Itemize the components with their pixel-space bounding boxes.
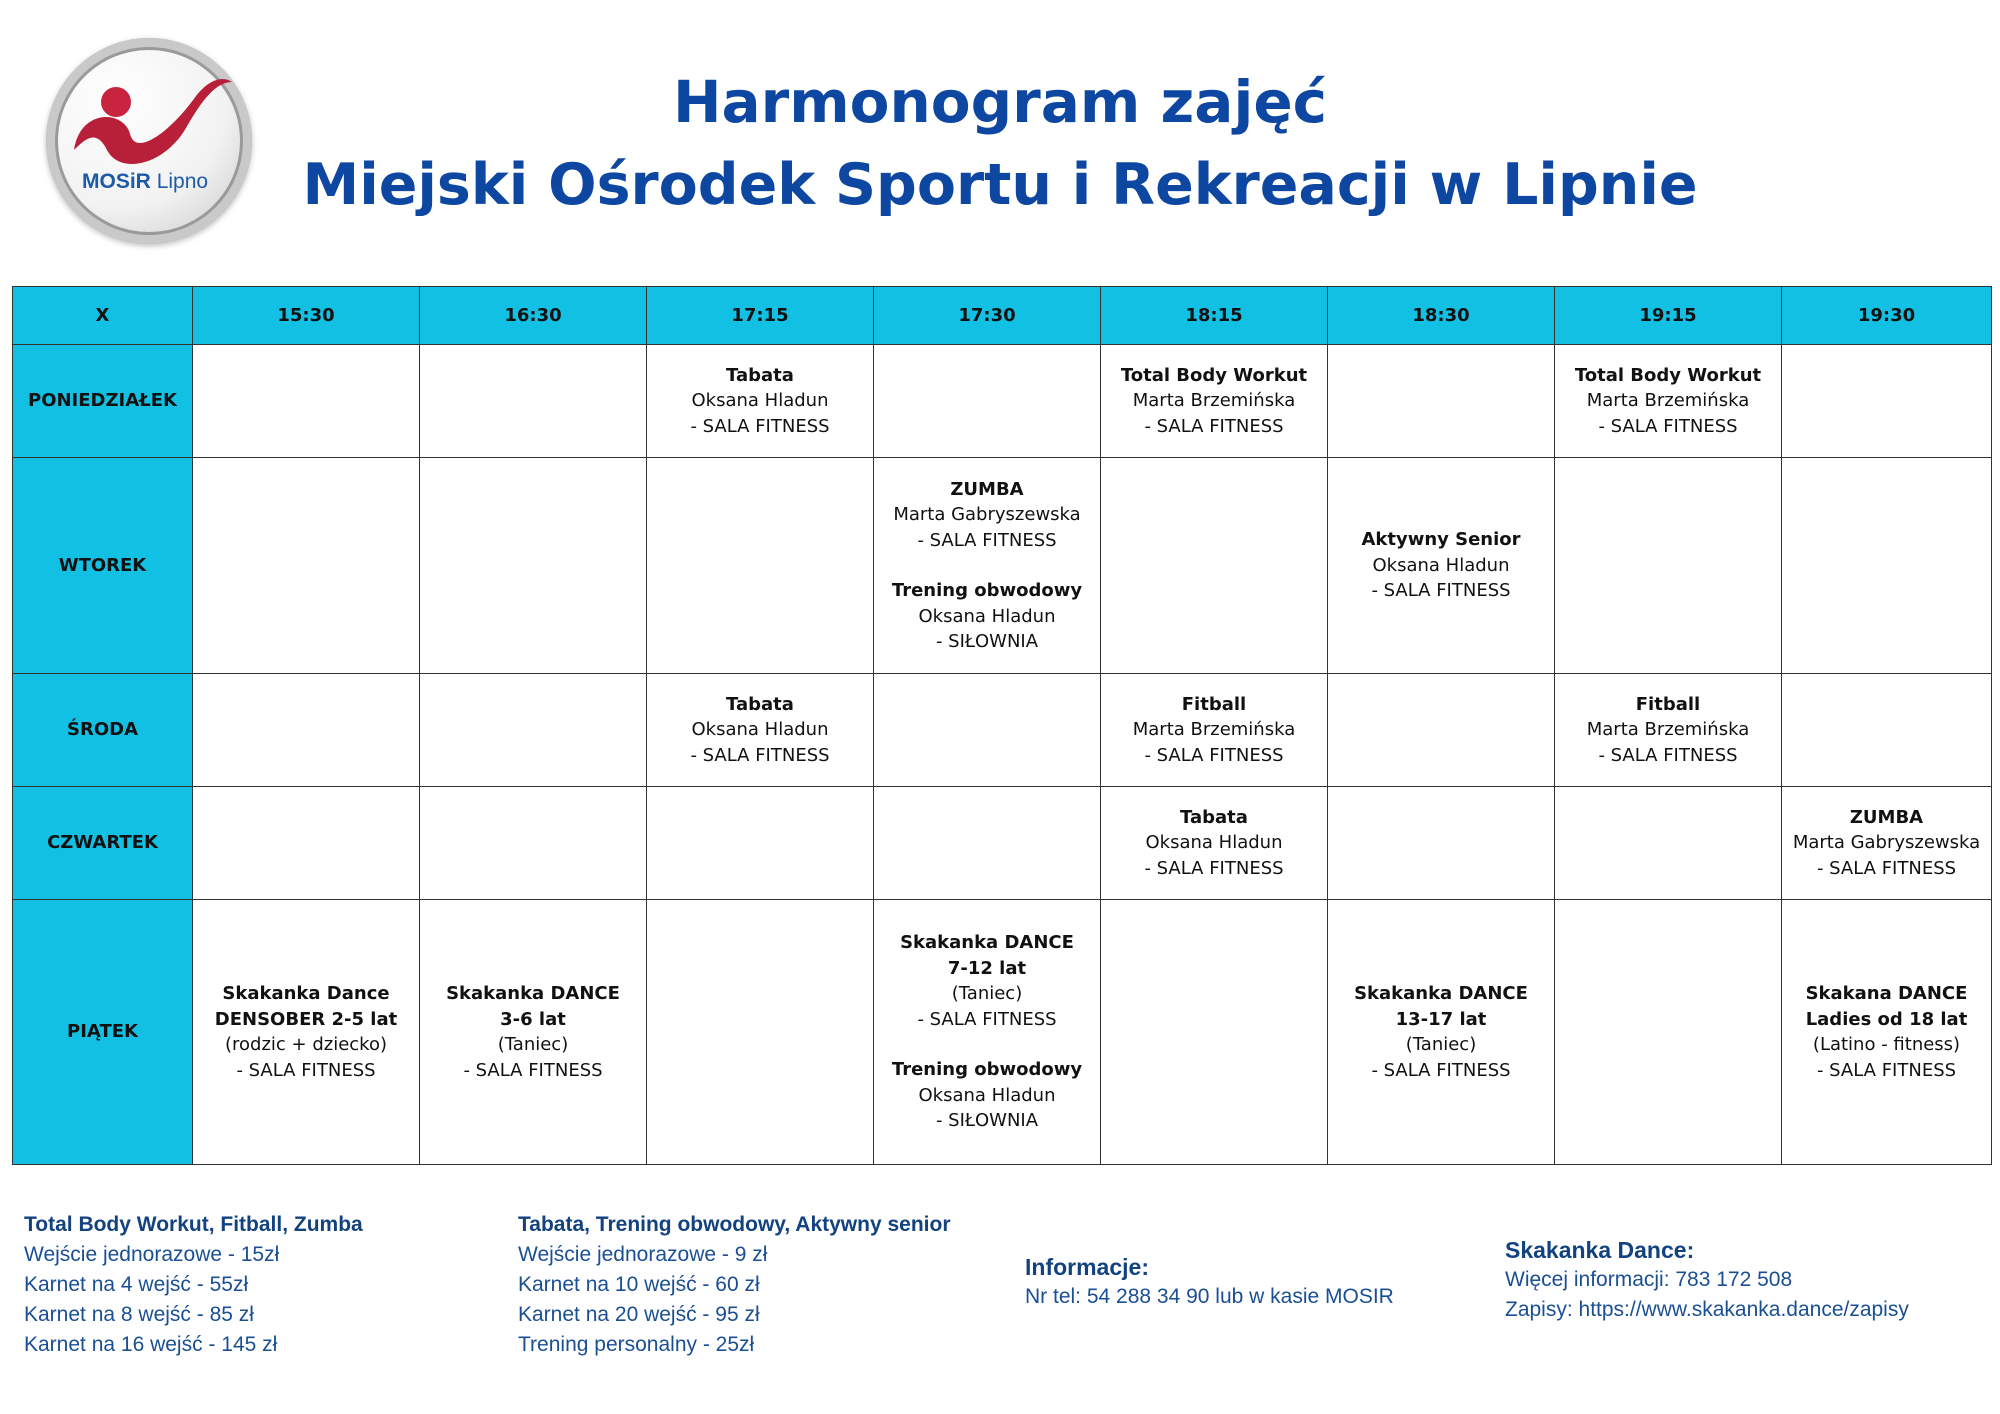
time-header: 16:30	[420, 287, 647, 345]
empty-cell	[420, 458, 647, 674]
pricing-group-1	[24, 1210, 363, 1360]
time-header: 17:30	[874, 287, 1101, 345]
empty-cell	[1555, 787, 1782, 900]
trainer: Marta Brzemińska	[1132, 719, 1296, 741]
pricing-heading: Total Body Workut, Fitball, Zumba	[24, 1213, 363, 1236]
trainer: Marta Brzemińska	[1586, 390, 1750, 412]
room: - SALA FITNESS	[1371, 1059, 1511, 1081]
dance-heading: Skakanka Dance:	[1505, 1237, 1695, 1263]
empty-cell	[874, 345, 1101, 458]
class-note: (Taniec)	[951, 983, 1023, 1005]
row-wednesday	[13, 674, 1992, 787]
class-age: DENSOBER 2-5 lat	[214, 1008, 398, 1030]
title-line-2: Miejski Ośrodek Sportu i Rekreacji w Lipnie	[302, 152, 1698, 218]
trainer: Marta Brzemińska	[1132, 390, 1296, 412]
dance-block	[1505, 1235, 1909, 1325]
room: - SALA FITNESS	[1144, 744, 1284, 766]
class-name: Fitball	[1181, 693, 1247, 715]
class-name: Trening obwodowy	[891, 580, 1083, 601]
class-cell	[420, 900, 647, 1165]
schedule-table	[12, 286, 1992, 1165]
empty-cell	[1782, 345, 1992, 458]
empty-cell	[420, 345, 647, 458]
header-row	[13, 287, 1992, 345]
room: - SALA FITNESS	[236, 1059, 376, 1081]
class-note: (Latino - fitness)	[1812, 1034, 1961, 1055]
class-age: Ladies od 18 lat	[1805, 1008, 1968, 1030]
trainer: Oksana Hladun	[1372, 554, 1510, 576]
empty-cell	[420, 787, 647, 900]
class-name: Total Body Workut	[1120, 364, 1308, 386]
corner-cell: X	[13, 287, 193, 345]
time-header: 17:15	[647, 287, 874, 345]
empty-cell	[1328, 674, 1555, 787]
room: - SALA FITNESS	[690, 415, 830, 437]
empty-cell	[1101, 900, 1328, 1165]
price-item: Trening personalny - 25zł	[518, 1333, 755, 1356]
trainer: Marta Gabryszewska	[893, 504, 1081, 525]
pricing-group-2	[518, 1210, 951, 1360]
class-name: Skakanka DANCE	[446, 983, 620, 1004]
class-cell	[1101, 787, 1328, 900]
room: - SALA FITNESS	[463, 1059, 603, 1081]
class-cell	[1782, 787, 1992, 900]
price-item: Karnet na 16 wejść - 145 zł	[24, 1333, 278, 1356]
class-name: Tabata	[1180, 806, 1248, 828]
class-note: (rodzic + dziecko)	[225, 1034, 387, 1055]
room: - SALA FITNESS	[917, 1008, 1057, 1030]
room: - SIŁOWNIA	[935, 631, 1039, 652]
mosir-logo	[46, 38, 252, 244]
title-line-1: Harmonogram zajęć	[672, 68, 1328, 136]
room: - SALA FITNESS	[1144, 857, 1284, 879]
class-name: Tabata	[726, 364, 794, 386]
time-header: 19:30	[1782, 287, 1992, 345]
class-name: Skakanka Dance	[222, 983, 390, 1004]
swoosh-icon	[46, 38, 252, 244]
empty-cell	[193, 787, 420, 900]
room: - SALA FITNESS	[1371, 580, 1511, 602]
class-cell	[1555, 345, 1782, 458]
trainer: Oksana Hladun	[918, 1084, 1056, 1106]
day-wednesday: ŚRODA	[13, 674, 193, 787]
class-cell	[1328, 458, 1555, 674]
class-note: (Taniec)	[1405, 1034, 1477, 1055]
empty-cell	[647, 458, 874, 674]
row-friday	[13, 900, 1992, 1165]
class-age: 3-6 lat	[500, 1008, 566, 1030]
empty-cell	[1555, 900, 1782, 1165]
class-cell	[1555, 674, 1782, 787]
class-cell	[647, 345, 874, 458]
class-name: Skakanka DANCE	[1354, 983, 1528, 1004]
empty-cell	[1555, 458, 1782, 674]
empty-cell	[1328, 345, 1555, 458]
class-cell	[874, 900, 1101, 1165]
info-block	[1025, 1252, 1394, 1312]
empty-cell	[1328, 787, 1555, 900]
time-header: 18:30	[1328, 287, 1555, 345]
room: - SALA FITNESS	[1144, 415, 1284, 437]
class-name: Trening obwodowy	[891, 1059, 1083, 1081]
day-monday: PONIEDZIAŁEK	[13, 345, 193, 458]
info-heading: Informacje:	[1025, 1254, 1149, 1280]
class-name: Total Body Workut	[1574, 364, 1762, 386]
room: - SALA FITNESS	[917, 529, 1057, 551]
trainer: Marta Brzemińska	[1586, 719, 1750, 741]
empty-cell	[193, 458, 420, 674]
room: - SALA FITNESS	[1598, 744, 1738, 766]
class-age: 13-17 lat	[1395, 1008, 1487, 1030]
row-monday	[13, 345, 1992, 458]
trainer: Oksana Hladun	[691, 390, 829, 412]
class-note: (Taniec)	[497, 1034, 569, 1055]
price-item: Karnet na 8 wejść - 85 zł	[24, 1303, 254, 1326]
empty-cell	[1782, 674, 1992, 787]
empty-cell	[874, 674, 1101, 787]
day-friday: PIĄTEK	[13, 900, 193, 1165]
class-name: Tabata	[726, 693, 794, 715]
trainer: Oksana Hladun	[691, 719, 829, 741]
dance-info: Więcej informacji: 783 172 508	[1505, 1268, 1793, 1291]
class-cell	[193, 900, 420, 1165]
spacer	[878, 1032, 1096, 1057]
info-phone: Nr tel: 54 288 34 90 lub w kasie MOSIR	[1025, 1285, 1394, 1308]
time-header: 19:15	[1555, 287, 1782, 345]
dance-signup-link: Zapisy: https://www.skakanka.dance/zapisy	[1505, 1298, 1909, 1321]
room: - SALA FITNESS	[690, 744, 830, 766]
price-item: Karnet na 10 wejść - 60 zł	[518, 1273, 760, 1296]
spacer	[878, 553, 1096, 578]
room: - SALA FITNESS	[1816, 1059, 1957, 1081]
empty-cell	[420, 674, 647, 787]
room: - SALA FITNESS	[1598, 415, 1738, 437]
empty-cell	[193, 674, 420, 787]
row-thursday	[13, 787, 1992, 900]
time-header: 18:15	[1101, 287, 1328, 345]
class-cell	[1782, 900, 1992, 1165]
logo-text: MOSiR Lipno	[82, 170, 209, 193]
class-name: ZUMBA	[950, 478, 1024, 500]
class-cell	[1101, 345, 1328, 458]
price-item: Wejście jednorazowe - 15zł	[24, 1243, 280, 1266]
class-name: Skakanka DANCE	[900, 932, 1074, 954]
room: - SIŁOWNIA	[935, 1110, 1039, 1132]
trainer: Oksana Hladun	[1145, 832, 1283, 854]
empty-cell	[647, 900, 874, 1165]
time-header: 15:30	[193, 287, 420, 345]
day-tuesday: WTOREK	[13, 458, 193, 674]
price-item: Karnet na 4 wejść - 55zł	[24, 1273, 249, 1296]
page-title	[280, 62, 1720, 228]
trainer: Marta Gabryszewska	[1792, 832, 1981, 854]
price-item: Wejście jednorazowe - 9 zł	[518, 1243, 768, 1266]
empty-cell	[193, 345, 420, 458]
class-cell	[1101, 674, 1328, 787]
empty-cell	[1782, 458, 1992, 674]
room: - SALA FITNESS	[1816, 857, 1957, 879]
class-name: Fitball	[1635, 693, 1701, 715]
class-age: 7-12 lat	[947, 957, 1027, 979]
class-name: Skakana DANCE	[1805, 983, 1968, 1004]
empty-cell	[647, 787, 874, 900]
pricing-heading: Tabata, Trening obwodowy, Aktywny senior	[518, 1213, 951, 1236]
class-cell	[647, 674, 874, 787]
empty-cell	[1101, 458, 1328, 674]
class-cell	[874, 458, 1101, 674]
trainer: Oksana Hladun	[918, 605, 1056, 627]
price-item: Karnet na 20 wejść - 95 zł	[518, 1303, 760, 1326]
class-name: ZUMBA	[1849, 806, 1924, 828]
row-tuesday	[13, 458, 1992, 674]
class-cell	[1328, 900, 1555, 1165]
empty-cell	[874, 787, 1101, 900]
day-thursday: CZWARTEK	[13, 787, 193, 900]
class-name: Aktywny Senior	[1361, 529, 1521, 551]
